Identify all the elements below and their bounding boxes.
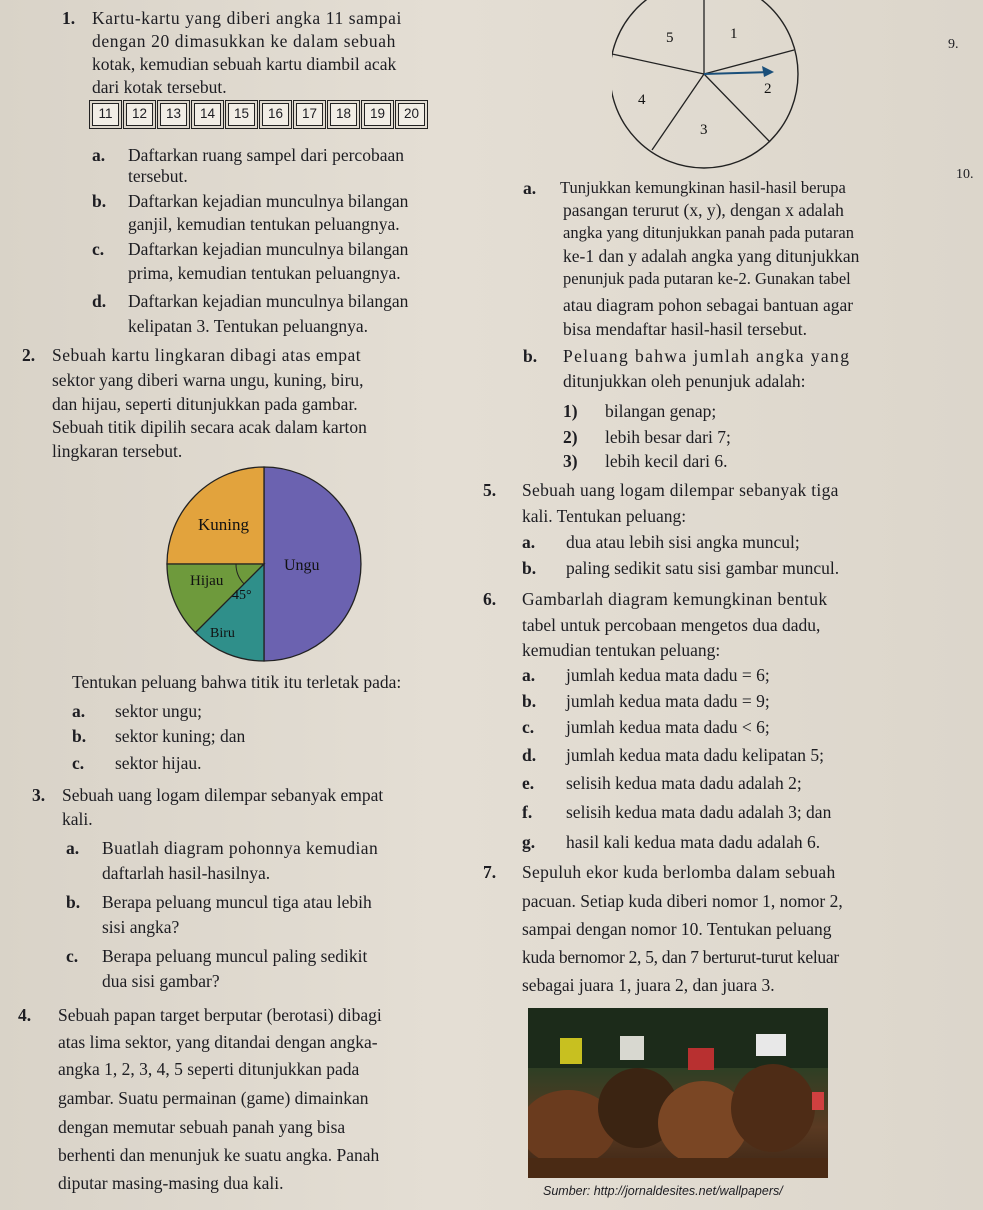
margin-number-9: 9. xyxy=(948,37,959,52)
q5a-text: dua atau lebih sisi angka muncul; xyxy=(566,532,800,552)
number-card: 12 xyxy=(126,103,153,126)
q1-line-4: dari kotak tersebut. xyxy=(92,77,227,97)
q3c-label: c. xyxy=(66,946,79,966)
number-card: 15 xyxy=(228,103,255,126)
q2a-text: sektor ungu; xyxy=(115,701,203,721)
label-biru: Biru xyxy=(210,626,235,641)
wheel-number-5: 5 xyxy=(666,30,674,46)
q3b-line-1: Berapa peluang muncul tiga atau lebih xyxy=(102,892,372,912)
q4b-item-3-num: 3) xyxy=(563,451,578,471)
q3b-label: b. xyxy=(66,892,81,912)
q6-line-2: tabel untuk percobaan mengetos dua dadu, xyxy=(522,615,821,635)
q4b-item-3: lebih kecil dari 6. xyxy=(605,451,728,471)
q1d-label: d. xyxy=(92,291,107,311)
q4a-line-4: ke-1 dan y adalah angka yang ditunjukkan xyxy=(563,246,860,266)
q6f-text: selisih kedua mata dadu adalah 3; dan xyxy=(566,802,832,822)
q4a-line-2: pasangan terurut (x, y), dengan x adalah xyxy=(563,200,844,220)
q5-line-2: kali. Tentukan peluang: xyxy=(522,506,687,526)
q4-number: 4. xyxy=(18,1005,32,1025)
q5b-label: b. xyxy=(522,558,537,578)
q4b-label: b. xyxy=(523,346,538,366)
q3-number: 3. xyxy=(32,785,46,805)
q4-line-3: angka 1, 2, 3, 4, 5 seperti ditunjukkan pada xyxy=(58,1059,360,1079)
q5-line-1: Sebuah uang logam dilempar sebanyak tiga xyxy=(522,480,839,500)
q7-line-5: sebagai juara 1, juara 2, dan juara 3. xyxy=(522,975,775,995)
q4b-line-1: Peluang bahwa jumlah angka yang xyxy=(563,346,851,366)
q4-line-1: Sebuah papan target berputar (berotasi) dibagi xyxy=(58,1005,382,1025)
q2-line-1: Sebuah kartu lingkaran dibagi atas empat xyxy=(52,345,362,365)
q6c-label: c. xyxy=(522,717,535,737)
q2-line-3: dan hijau, seperti ditunjukkan pada gambar. xyxy=(52,394,358,414)
number-card: 18 xyxy=(330,103,357,126)
q4b-item-1-num: 1) xyxy=(563,401,578,421)
q2a-label: a. xyxy=(72,701,86,721)
q2-line-4: Sebuah titik dipilih secara acak dalam karton xyxy=(52,417,367,437)
q6b-text: jumlah kedua mata dadu = 9; xyxy=(566,691,770,711)
number-card: 14 xyxy=(194,103,221,126)
q6d-text: jumlah kedua mata dadu kelipatan 5; xyxy=(566,745,825,765)
q6g-label: g. xyxy=(522,832,536,852)
q4-line-6: berhenti dan menunjuk ke suatu angka. Panah xyxy=(58,1145,380,1165)
q6c-text: jumlah kedua mata dadu < 6; xyxy=(566,717,770,737)
q4b-item-2: lebih besar dari 7; xyxy=(605,427,731,447)
pie-diagram xyxy=(164,464,366,664)
label-hijau: Hijau xyxy=(190,573,224,589)
q6d-label: d. xyxy=(522,745,537,765)
wheel-number-2: 2 xyxy=(764,81,772,97)
margin-number-10: 10. xyxy=(956,167,974,182)
q4b-item-1: bilangan genap; xyxy=(605,401,717,421)
q1b-label: b. xyxy=(92,191,107,211)
q2-line-5: lingkaran tersebut. xyxy=(52,441,183,461)
q7-line-3: sampai dengan nomor 10. Tentukan peluang xyxy=(522,919,832,939)
q4a-line-6: atau diagram pohon sebagai bantuan agar xyxy=(563,295,854,315)
q1b-line-2: ganjil, kemudian tentukan peluangnya. xyxy=(128,214,400,234)
q2b-label: b. xyxy=(72,726,87,746)
q4-line-2: atas lima sektor, yang ditandai dengan angka- xyxy=(58,1032,378,1052)
q6a-label: a. xyxy=(522,665,536,685)
number-card: 11 xyxy=(92,103,119,126)
q6g-text: hasil kali kedua mata dadu adalah 6. xyxy=(566,832,821,852)
label-ungu: Ungu xyxy=(284,557,320,574)
q3c-line-2: dua sisi gambar? xyxy=(102,971,220,991)
q4-line-4: gambar. Suatu permainan (game) dimainkan xyxy=(58,1088,369,1108)
q1-line-1: Kartu-kartu yang diberi angka 11 sampai xyxy=(92,8,402,28)
wheel-number-3: 3 xyxy=(700,122,708,138)
q5a-label: a. xyxy=(522,532,536,552)
q5b-text: paling sedikit satu sisi gambar muncul. xyxy=(566,558,840,578)
label-kuning: Kuning xyxy=(198,515,249,534)
q6b-label: b. xyxy=(522,691,537,711)
q6e-label: e. xyxy=(522,773,535,793)
wheel-number-4: 4 xyxy=(638,92,646,108)
q2c-text: sektor hijau. xyxy=(115,753,202,773)
number-cards xyxy=(92,103,425,126)
number-card: 13 xyxy=(160,103,187,126)
q1c-label: c. xyxy=(92,239,105,259)
q3a-label: a. xyxy=(66,838,80,858)
q4b-item-2-num: 2) xyxy=(563,427,578,447)
q7-line-1: Sepuluh ekor kuda berlomba dalam sebuah xyxy=(522,862,836,882)
wheel-number-1: 1 xyxy=(730,26,738,42)
q7-line-2: pacuan. Setiap kuda diberi nomor 1, nomor 2, xyxy=(522,891,843,911)
label-angle: 45° xyxy=(232,588,252,603)
q1d-line-1: Daftarkan kejadian munculnya bilangan xyxy=(128,291,409,311)
q3a-line-2: daftarlah hasil-hasilnya. xyxy=(102,863,271,883)
q7-line-4: kuda bernomor 2, 5, dan 7 berturut-turut keluar xyxy=(522,947,839,967)
number-card: 20 xyxy=(398,103,425,126)
q6-line-3: kemudian tentukan peluang: xyxy=(522,640,721,660)
q3c-line-1: Berapa peluang muncul paling sedikit xyxy=(102,946,368,966)
q1a-line-1: Daftarkan ruang sampel dari percobaan xyxy=(128,145,404,165)
q4b-line-2: ditunjukkan oleh penunjuk adalah: xyxy=(563,371,806,391)
q4a-line-1: Tunjukkan kemungkinan hasil-hasil berupa xyxy=(560,178,846,197)
q1a-label: a. xyxy=(92,145,106,165)
q5-number: 5. xyxy=(483,480,497,500)
q1b-line-1: Daftarkan kejadian munculnya bilangan xyxy=(128,191,409,211)
q2-prompt: Tentukan peluang bahwa titik itu terletak pada: xyxy=(72,672,402,692)
q2-line-2: sektor yang diberi warna ungu, kuning, biru, xyxy=(52,370,364,390)
q1-line-3: kotak, kemudian sebuah kartu diambil acak xyxy=(92,54,397,74)
q6a-text: jumlah kedua mata dadu = 6; xyxy=(566,665,770,685)
q3b-line-2: sisi angka? xyxy=(102,917,180,937)
q3a-line-1: Buatlah diagram pohonnya kemudian xyxy=(102,838,379,858)
q2b-text: sektor kuning; dan xyxy=(115,726,246,746)
q3-line-2: kali. xyxy=(62,809,93,829)
number-card: 16 xyxy=(262,103,289,126)
q7-number: 7. xyxy=(483,862,497,882)
horse-race-photo xyxy=(528,1008,828,1178)
number-card: 17 xyxy=(296,103,323,126)
q6-line-1: Gambarlah diagram kemungkinan bentuk xyxy=(522,589,828,609)
spinner-wheel xyxy=(612,0,802,170)
q6e-text: selisih kedua mata dadu adalah 2; xyxy=(566,773,802,793)
q4a-label: a. xyxy=(523,178,537,198)
q6-number: 6. xyxy=(483,589,497,609)
q1a-line-2: tersebut. xyxy=(128,166,188,186)
q4a-line-7: bisa mendaftar hasil-hasil tersebut. xyxy=(563,319,807,339)
q3-line-1: Sebuah uang logam dilempar sebanyak empat xyxy=(62,785,384,805)
q4a-line-5: penunjuk pada putaran ke-2. Gunakan tabel xyxy=(563,269,851,288)
photo-source: Sumber: http://jornaldesites.net/wallpapers/ xyxy=(543,1184,783,1198)
q4-line-5: dengan memutar sebuah panah yang bisa xyxy=(58,1117,346,1137)
q6f-label: f. xyxy=(522,802,533,822)
number-card: 19 xyxy=(364,103,391,126)
q1c-line-2: prima, kemudian tentukan peluangnya. xyxy=(128,263,401,283)
q1c-line-1: Daftarkan kejadian munculnya bilangan xyxy=(128,239,409,259)
q1d-line-2: kelipatan 3. Tentukan peluangnya. xyxy=(128,316,368,336)
q1-line-2: dengan 20 dimasukkan ke dalam sebuah xyxy=(92,31,396,51)
q4-line-7: diputar masing-masing dua kali. xyxy=(58,1173,284,1193)
q4a-line-3: angka yang ditunjukkan panah pada putaran xyxy=(563,223,854,242)
q1-number: 1. xyxy=(62,8,76,28)
q2c-label: c. xyxy=(72,753,85,773)
q2-number: 2. xyxy=(22,345,36,365)
spinner-arrow xyxy=(704,72,770,74)
